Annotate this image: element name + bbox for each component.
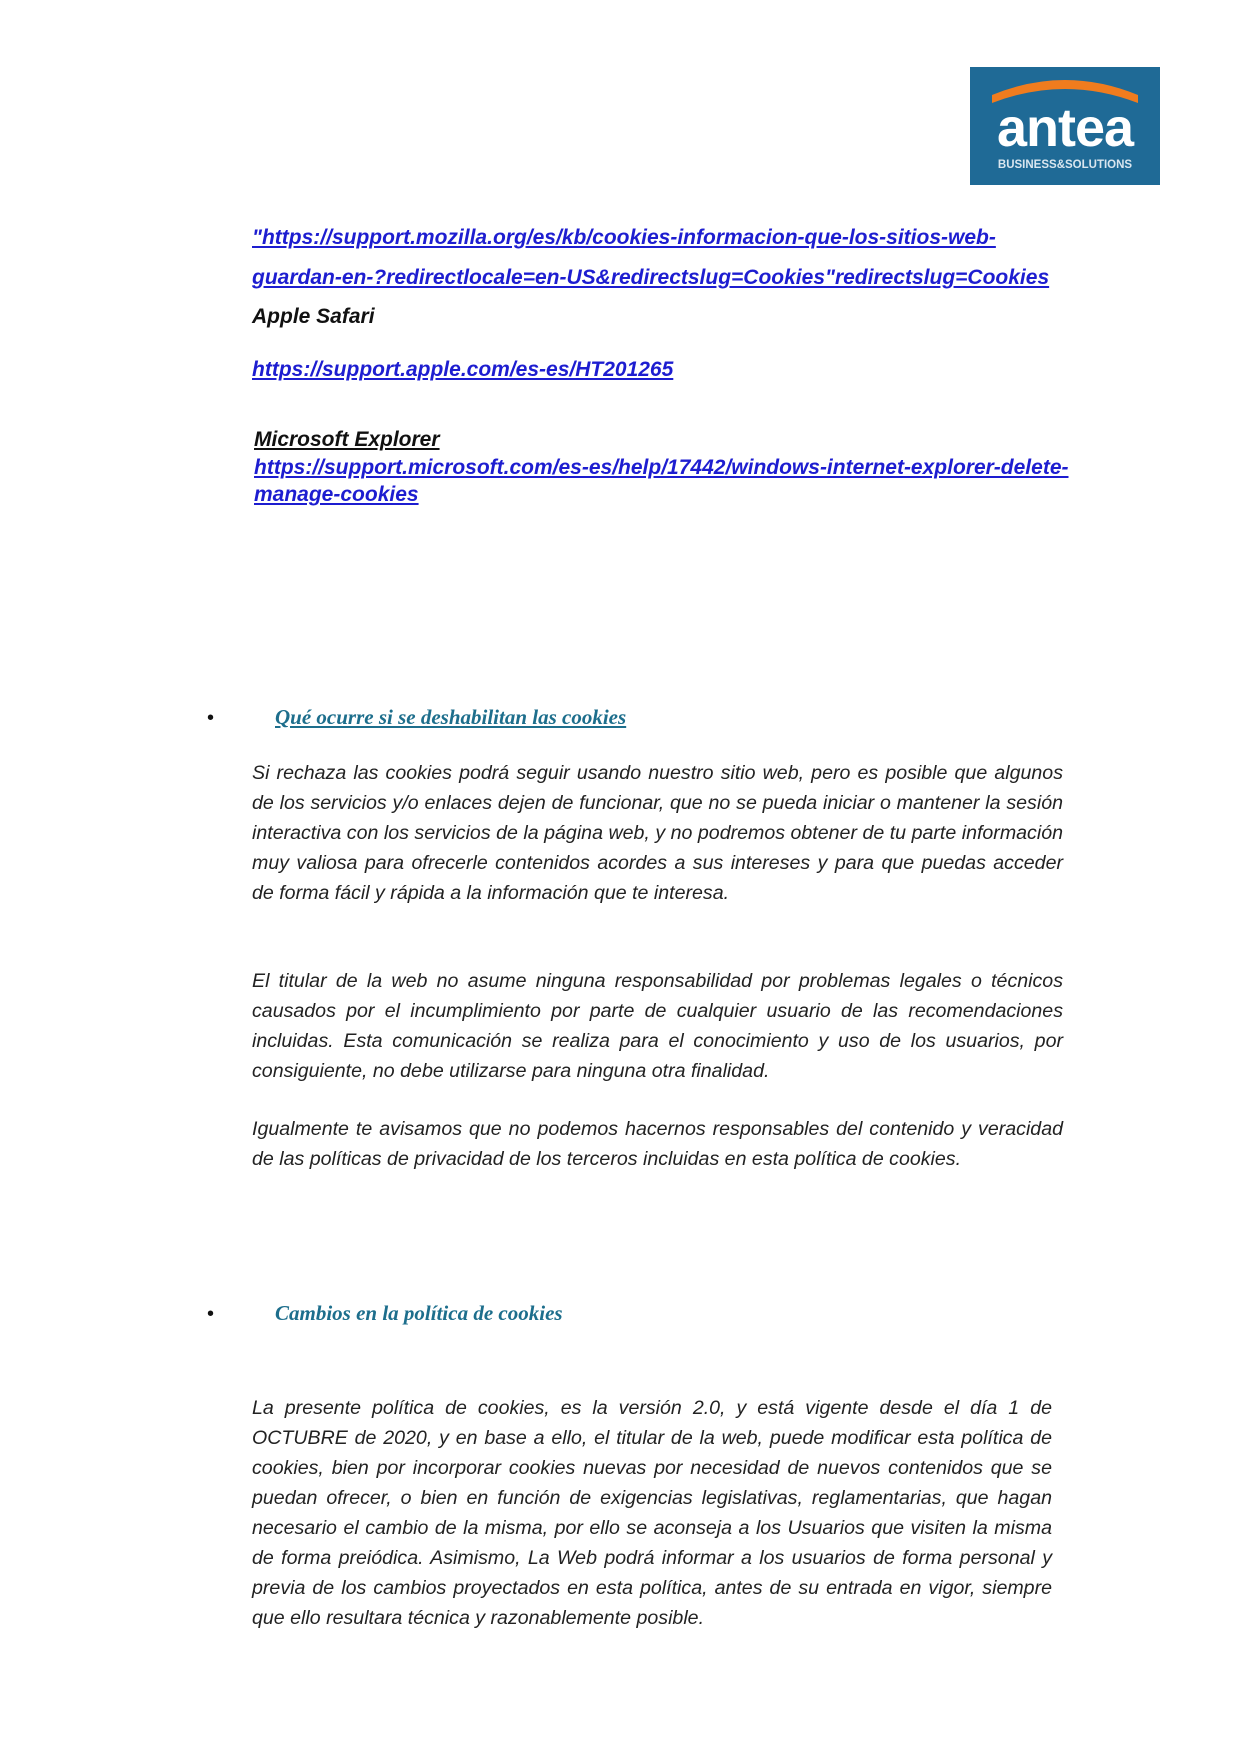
section-heading-policy-changes: Cambios en la política de cookies — [275, 1301, 563, 1325]
bullet: • — [207, 707, 215, 729]
bullet: • — [207, 1303, 215, 1325]
safari-link[interactable]: https://support.apple.com/es-es/HT201265 — [252, 358, 674, 381]
logo-brand-text: antea — [996, 98, 1134, 158]
firefox-link-line2[interactable]: guardan-en-?redirectlocale=en-US&redirectslug=Cookies"redirectslug=Cookies — [252, 266, 1050, 289]
explorer-link-line1[interactable]: https://support.microsoft.com/es-es/help/17442/windows-internet-explorer-delete- — [254, 456, 1069, 479]
paragraph: La presente política de cookies, es la versión 2.0, y está vigente desde el día 1 de OCTUBRE de 2020, y en base a ello, el titular de la web, puede modificar esta política de cookies, bien por incorporar cookies nuevas por necesidad de nuevos contenidos que se puedan ofrecer, o bien en función de exigencias legislativas, reglamentarias, que hagan necesario el cambio de la misma, por ello se aconseja a los Usuarios que visiten la misma de forma preiódica. Asimismo, La Web podrá informar a los usuarios de forma personal y previa de los cambios proyectados en esta política, antes de su entrada en vigor, siempre que ello resultara técnica y razonablemente posible. — [252, 1397, 1052, 1629]
paragraph: El titular de la web no asume ninguna responsabilidad por problemas legales o técnicos causados por el incumplimiento por parte de cualquier usuario de las recomendaciones incluidas. Esta comunicación se realiza para el conocimiento y uso de los usuarios, por consiguiente, no debe utilizarse para ninguna otra finalidad. — [252, 970, 1063, 1082]
paragraph: Igualmente te avisamos que no podemos hacernos responsables del contenido y veracidad de las políticas de privacidad de los terceros incluidas en esta política de cookies. — [252, 1118, 1063, 1170]
paragraph: Si rechaza las cookies podrá seguir usando nuestro sitio web, pero es posible que algunos de los servicios y/o enlaces dejen de funcionar, que no se pueda iniciar o mantener la sesión interactiva con los servicios de la página web, y no podremos obtener de tu parte información muy valiosa para ofrecerle contenidos acordes a sus intereses y para que puedas acceder de forma fácil y rápida a la información que te interesa. — [252, 762, 1063, 904]
antea-logo-graphic — [970, 67, 1160, 185]
explorer-link-line2[interactable]: manage-cookies — [254, 483, 419, 506]
logo-tagline-text: BUSINESS&SOLUTIONS — [997, 159, 1133, 171]
firefox-link-line1[interactable]: "https://support.mozilla.org/es/kb/cookies-informacion-que-los-sitios-web- — [252, 226, 996, 249]
section-heading-disable-cookies: Qué ocurre si se deshabilitan las cookies — [275, 705, 627, 729]
safari-label: Apple Safari — [252, 305, 375, 328]
antea-logo — [970, 67, 1160, 185]
explorer-label: Microsoft Explorer — [254, 428, 440, 451]
